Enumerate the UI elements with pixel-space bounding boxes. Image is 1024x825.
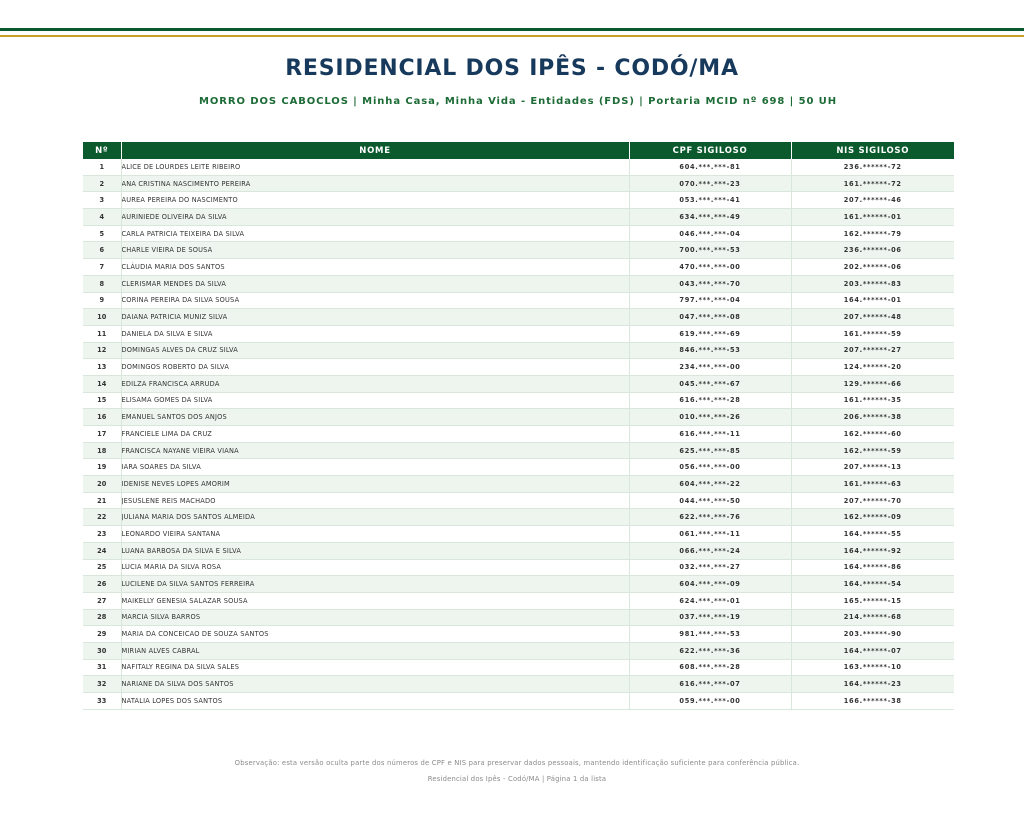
row-number: 25 <box>83 559 121 576</box>
column-header-cpf: CPF SIGILOSO <box>629 142 791 159</box>
table-row <box>83 492 954 509</box>
beneficiary-table <box>83 142 954 710</box>
beneficiary-name: ANA CRISTINA NASCIMENTO PEREIRA <box>121 175 629 192</box>
beneficiary-name: DOMINGOS ROBERTO DA SILVA <box>121 359 629 376</box>
top-rule-gold <box>0 35 1024 37</box>
beneficiary-name: DAIANA PATRICIA MUNIZ SILVA <box>121 309 629 326</box>
beneficiary-name: AURINIEDE OLIVEIRA DA SILVA <box>121 209 629 226</box>
beneficiary-name: LUANA BARBOSA DA SILVA E SILVA <box>121 542 629 559</box>
beneficiary-name: JESUSLENE REIS MACHADO <box>121 492 629 509</box>
cpf-masked: 604.***.***-22 <box>629 476 791 493</box>
cpf-masked: 046.***.***-04 <box>629 225 791 242</box>
table-row <box>83 459 954 476</box>
beneficiary-name: NAFITALY REGINA DA SILVA SALES <box>121 659 629 676</box>
cpf-masked: 634.***.***-49 <box>629 209 791 226</box>
cpf-masked: 234.***.***-00 <box>629 359 791 376</box>
row-number: 22 <box>83 509 121 526</box>
beneficiary-name: EDILZA FRANCISCA ARRUDA <box>121 375 629 392</box>
row-number: 7 <box>83 259 121 276</box>
table-row <box>83 392 954 409</box>
cpf-masked: 797.***.***-04 <box>629 292 791 309</box>
nis-masked: 164.******-55 <box>791 526 954 543</box>
nis-masked: 164.******-86 <box>791 559 954 576</box>
cpf-masked: 846.***.***-53 <box>629 342 791 359</box>
table-row <box>83 292 954 309</box>
beneficiary-name: MIRIAN ALVES CABRAL <box>121 642 629 659</box>
table-row <box>83 576 954 593</box>
beneficiary-name: CLÁUDIA MARIA DOS SANTOS <box>121 259 629 276</box>
beneficiary-name: MARIA DA CONCEICAO DE SOUZA SANTOS <box>121 626 629 643</box>
beneficiary-name: EMANUEL SANTOS DOS ANJOS <box>121 409 629 426</box>
nis-masked: 203.******-83 <box>791 275 954 292</box>
row-number: 6 <box>83 242 121 259</box>
page-footer: Residencial dos Ipês - Codó/MA | Página 1 da lista <box>427 775 607 783</box>
nis-masked: 129.******-66 <box>791 375 954 392</box>
table-row <box>83 175 954 192</box>
nis-masked: 162.******-60 <box>791 426 954 443</box>
row-number: 19 <box>83 459 121 476</box>
column-header-name: NOME <box>121 142 629 159</box>
cpf-masked: 044.***.***-50 <box>629 492 791 509</box>
nis-masked: 164.******-54 <box>791 576 954 593</box>
cpf-masked: 066.***.***-24 <box>629 542 791 559</box>
nis-masked: 207.******-13 <box>791 459 954 476</box>
beneficiary-name: CORINA PEREIRA DA SILVA SOUSA <box>121 292 629 309</box>
cpf-masked: 056.***.***-00 <box>629 459 791 476</box>
nis-masked: 161.******-59 <box>791 325 954 342</box>
cpf-masked: 608.***.***-28 <box>629 659 791 676</box>
beneficiary-name: IDENISE NEVES LOPES AMORIM <box>121 476 629 493</box>
nis-masked: 236.******-72 <box>791 159 954 175</box>
table-row <box>83 426 954 443</box>
table-row <box>83 309 954 326</box>
table-row <box>83 275 954 292</box>
row-number: 12 <box>83 342 121 359</box>
table-row <box>83 375 954 392</box>
nis-masked: 164.******-92 <box>791 542 954 559</box>
nis-masked: 206.******-38 <box>791 409 954 426</box>
row-number: 10 <box>83 309 121 326</box>
row-number: 20 <box>83 476 121 493</box>
row-number: 26 <box>83 576 121 593</box>
beneficiary-name: CLERISMAR MENDES DA SILVA <box>121 275 629 292</box>
row-number: 28 <box>83 609 121 626</box>
nis-masked: 207.******-46 <box>791 192 954 209</box>
table-row <box>83 442 954 459</box>
page-subtitle: MORRO DOS CABOCLOS | Minha Casa, Minha Vida - Entidades (FDS) | Portaria MCID nº 698 | 50 UH <box>199 96 837 107</box>
table-row <box>83 159 954 175</box>
cpf-masked: 616.***.***-28 <box>629 392 791 409</box>
table-row <box>83 542 954 559</box>
table-body <box>83 159 954 709</box>
nis-masked: 161.******-35 <box>791 392 954 409</box>
row-number: 33 <box>83 693 121 710</box>
nis-masked: 207.******-27 <box>791 342 954 359</box>
row-number: 31 <box>83 659 121 676</box>
page-title: RESIDENCIAL DOS IPÊS - CODÓ/MA <box>285 56 739 81</box>
table-row <box>83 642 954 659</box>
table-row <box>83 509 954 526</box>
cpf-masked: 625.***.***-85 <box>629 442 791 459</box>
beneficiary-name: AUREA PEREIRA DO NASCIMENTO <box>121 192 629 209</box>
beneficiary-name: CARLA PATRICIA TEIXEIRA DA SILVA <box>121 225 629 242</box>
beneficiary-name: CHARLE VIEIRA DE SOUSA <box>121 242 629 259</box>
nis-masked: 162.******-79 <box>791 225 954 242</box>
row-number: 2 <box>83 175 121 192</box>
cpf-masked: 010.***.***-26 <box>629 409 791 426</box>
cpf-masked: 981.***.***-53 <box>629 626 791 643</box>
cpf-masked: 043.***.***-70 <box>629 275 791 292</box>
beneficiary-name: LEONARDO VIEIRA SANTANA <box>121 526 629 543</box>
nis-masked: 207.******-48 <box>791 309 954 326</box>
cpf-masked: 059.***.***-00 <box>629 693 791 710</box>
beneficiary-name: MARCIA SILVA BARROS <box>121 609 629 626</box>
row-number: 1 <box>83 159 121 175</box>
table-row <box>83 192 954 209</box>
cpf-masked: 032.***.***-27 <box>629 559 791 576</box>
beneficiary-name: MAIKELLY GENESIA SALAZAR SOUSA <box>121 592 629 609</box>
cpf-masked: 616.***.***-07 <box>629 676 791 693</box>
table-row <box>83 592 954 609</box>
nis-masked: 162.******-09 <box>791 509 954 526</box>
cpf-masked: 604.***.***-81 <box>629 159 791 175</box>
cpf-masked: 619.***.***-69 <box>629 325 791 342</box>
nis-masked: 162.******-59 <box>791 442 954 459</box>
table-row <box>83 526 954 543</box>
table-row <box>83 242 954 259</box>
row-number: 15 <box>83 392 121 409</box>
row-number: 4 <box>83 209 121 226</box>
table-row <box>83 325 954 342</box>
nis-masked: 164.******-07 <box>791 642 954 659</box>
nis-masked: 164.******-01 <box>791 292 954 309</box>
table-row <box>83 676 954 693</box>
cpf-masked: 616.***.***-11 <box>629 426 791 443</box>
nis-masked: 202.******-06 <box>791 259 954 276</box>
nis-masked: 214.******-68 <box>791 609 954 626</box>
cpf-masked: 047.***.***-08 <box>629 309 791 326</box>
table-row <box>83 659 954 676</box>
beneficiary-name: JULIANA MARIA DOS SANTOS ALMEIDA <box>121 509 629 526</box>
row-number: 5 <box>83 225 121 242</box>
top-rule-green <box>0 28 1024 31</box>
beneficiary-name: FRANCISCA NAYANE VIEIRA VIANA <box>121 442 629 459</box>
row-number: 24 <box>83 542 121 559</box>
nis-masked: 161.******-63 <box>791 476 954 493</box>
table-row <box>83 259 954 276</box>
cpf-masked: 045.***.***-67 <box>629 375 791 392</box>
row-number: 9 <box>83 292 121 309</box>
beneficiary-name: DANIELA DA SILVA E SILVA <box>121 325 629 342</box>
beneficiary-name: LUCILENE DA SILVA SANTOS FERREIRA <box>121 576 629 593</box>
row-number: 14 <box>83 375 121 392</box>
row-number: 27 <box>83 592 121 609</box>
cpf-masked: 624.***.***-01 <box>629 592 791 609</box>
table-row <box>83 626 954 643</box>
row-number: 29 <box>83 626 121 643</box>
beneficiary-name: LUCIA MARIA DA SILVA ROSA <box>121 559 629 576</box>
beneficiary-name: DOMINGAS ALVES DA CRUZ SILVA <box>121 342 629 359</box>
table-row <box>83 359 954 376</box>
beneficiary-name: NARIANE DA SILVA DOS SANTOS <box>121 676 629 693</box>
beneficiary-name: IARA SOARES DA SILVA <box>121 459 629 476</box>
beneficiary-name: ELISAMA GOMES DA SILVA <box>121 392 629 409</box>
nis-masked: 164.******-23 <box>791 676 954 693</box>
row-number: 8 <box>83 275 121 292</box>
row-number: 32 <box>83 676 121 693</box>
row-number: 11 <box>83 325 121 342</box>
cpf-masked: 053.***.***-41 <box>629 192 791 209</box>
table-row <box>83 209 954 226</box>
cpf-masked: 604.***.***-09 <box>629 576 791 593</box>
beneficiary-name: FRANCIELE LIMA DA CRUZ <box>121 426 629 443</box>
row-number: 18 <box>83 442 121 459</box>
table-row <box>83 409 954 426</box>
table-row <box>83 609 954 626</box>
nis-masked: 124.******-20 <box>791 359 954 376</box>
row-number: 16 <box>83 409 121 426</box>
column-header-nis: NIS SIGILOSO <box>791 142 954 159</box>
cpf-masked: 622.***.***-36 <box>629 642 791 659</box>
nis-masked: 236.******-06 <box>791 242 954 259</box>
nis-masked: 166.******-38 <box>791 693 954 710</box>
cpf-masked: 622.***.***-76 <box>629 509 791 526</box>
row-number: 17 <box>83 426 121 443</box>
row-number: 21 <box>83 492 121 509</box>
table-header-row <box>83 142 954 159</box>
column-header-number: Nº <box>83 142 121 159</box>
table-row <box>83 559 954 576</box>
nis-masked: 165.******-15 <box>791 592 954 609</box>
cpf-masked: 700.***.***-53 <box>629 242 791 259</box>
cpf-masked: 070.***.***-23 <box>629 175 791 192</box>
beneficiary-name: ALICE DE LOURDES LEITE RIBEIRO <box>121 159 629 175</box>
table-row <box>83 476 954 493</box>
nis-masked: 207.******-70 <box>791 492 954 509</box>
row-number: 30 <box>83 642 121 659</box>
nis-masked: 163.******-10 <box>791 659 954 676</box>
table-row <box>83 225 954 242</box>
nis-masked: 203.******-90 <box>791 626 954 643</box>
nis-masked: 161.******-01 <box>791 209 954 226</box>
cpf-masked: 061.***.***-11 <box>629 526 791 543</box>
nis-masked: 161.******-72 <box>791 175 954 192</box>
row-number: 13 <box>83 359 121 376</box>
row-number: 23 <box>83 526 121 543</box>
cpf-masked: 037.***.***-19 <box>629 609 791 626</box>
table-row <box>83 693 954 710</box>
beneficiary-name: NATALIA LOPES DOS SANTOS <box>121 693 629 710</box>
row-number: 3 <box>83 192 121 209</box>
table-row <box>83 342 954 359</box>
privacy-note: Observação: esta versão oculta parte dos números de CPF e NIS para preservar dados pessoais, mantendo identificação suficiente para conferência pública. <box>234 759 800 767</box>
cpf-masked: 470.***.***-00 <box>629 259 791 276</box>
